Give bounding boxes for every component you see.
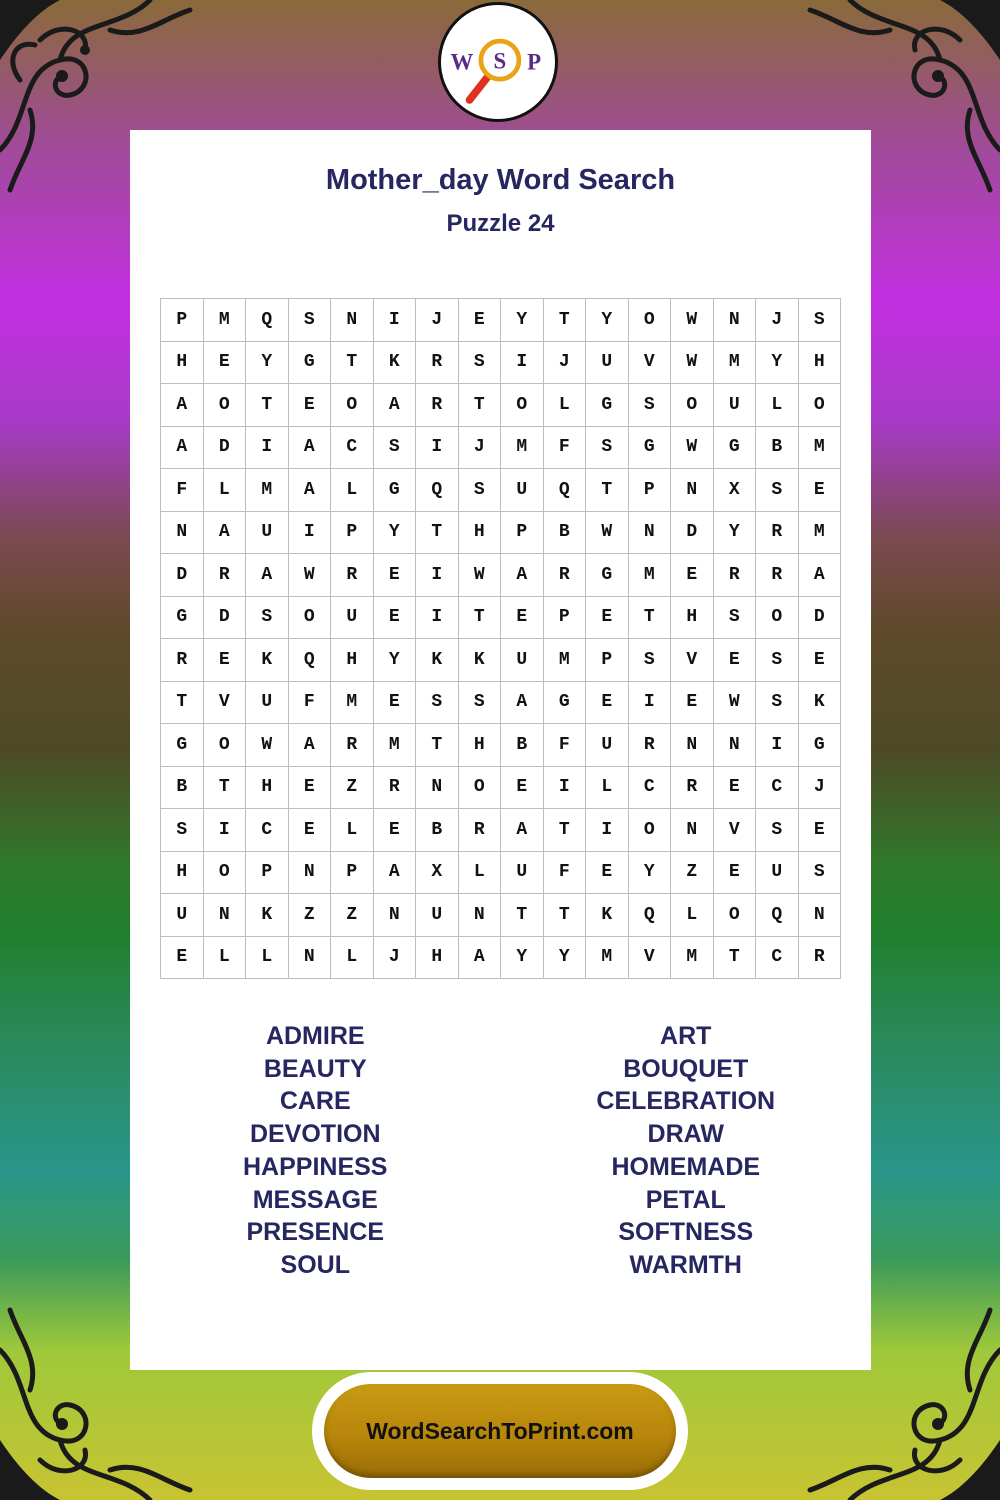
- grid-cell[interactable]: U: [246, 512, 289, 555]
- grid-cell[interactable]: G: [161, 597, 204, 640]
- grid-cell[interactable]: V: [629, 937, 672, 980]
- grid-cell[interactable]: M: [544, 639, 587, 682]
- grid-cell[interactable]: R: [331, 724, 374, 767]
- grid-cell[interactable]: R: [544, 554, 587, 597]
- grid-cell[interactable]: O: [714, 894, 757, 937]
- grid-cell[interactable]: H: [799, 342, 842, 385]
- grid-cell[interactable]: S: [756, 682, 799, 725]
- grid-cell[interactable]: U: [501, 469, 544, 512]
- grid-cell[interactable]: R: [459, 809, 502, 852]
- grid-cell[interactable]: I: [416, 597, 459, 640]
- grid-cell[interactable]: K: [246, 639, 289, 682]
- grid-cell[interactable]: R: [416, 342, 459, 385]
- logo-letter-s: S: [493, 48, 507, 74]
- grid-cell[interactable]: S: [756, 809, 799, 852]
- grid-cell[interactable]: S: [799, 852, 842, 895]
- grid-cell[interactable]: Y: [374, 512, 417, 555]
- grid-cell[interactable]: V: [629, 342, 672, 385]
- word-list-left: [130, 1020, 501, 1282]
- grid-cell[interactable]: U: [756, 852, 799, 895]
- word-list-item: BEAUTY: [263, 1054, 367, 1083]
- grid-cell[interactable]: J: [416, 299, 459, 342]
- grid-cell[interactable]: W: [714, 682, 757, 725]
- grid-cell[interactable]: T: [714, 937, 757, 980]
- grid-cell[interactable]: D: [161, 554, 204, 597]
- grid-cell[interactable]: G: [289, 342, 332, 385]
- grid-cell[interactable]: P: [331, 512, 374, 555]
- grid-cell[interactable]: Q: [246, 299, 289, 342]
- word-list-item: PRESENCE: [246, 1218, 385, 1247]
- grid-cell[interactable]: S: [161, 809, 204, 852]
- grid-cell[interactable]: S: [459, 342, 502, 385]
- grid-cell[interactable]: L: [544, 384, 587, 427]
- grid-cell[interactable]: P: [331, 852, 374, 895]
- grid-cell[interactable]: O: [629, 809, 672, 852]
- grid-cell[interactable]: P: [246, 852, 289, 895]
- grid-cell[interactable]: A: [246, 554, 289, 597]
- grid-cell[interactable]: Y: [374, 639, 417, 682]
- grid-cell[interactable]: H: [416, 937, 459, 980]
- grid-cell[interactable]: L: [459, 852, 502, 895]
- grid-cell[interactable]: B: [544, 512, 587, 555]
- grid-cell[interactable]: V: [671, 639, 714, 682]
- grid-cell[interactable]: E: [289, 767, 332, 810]
- site-banner: [312, 1372, 688, 1490]
- grid-cell[interactable]: S: [374, 427, 417, 470]
- grid-cell[interactable]: L: [586, 767, 629, 810]
- grid-cell[interactable]: O: [799, 384, 842, 427]
- grid-cell[interactable]: G: [586, 554, 629, 597]
- grid-cell[interactable]: F: [544, 724, 587, 767]
- grid-cell[interactable]: A: [501, 682, 544, 725]
- grid-cell[interactable]: A: [204, 512, 247, 555]
- grid-cell[interactable]: N: [629, 512, 672, 555]
- grid-cell[interactable]: P: [544, 597, 587, 640]
- grid-cell[interactable]: O: [289, 597, 332, 640]
- word-list-item: BOUQUET: [623, 1054, 749, 1083]
- grid-cell[interactable]: I: [501, 342, 544, 385]
- grid-cell[interactable]: E: [501, 597, 544, 640]
- grid-cell[interactable]: C: [331, 427, 374, 470]
- grid-cell[interactable]: Q: [289, 639, 332, 682]
- grid-cell[interactable]: U: [416, 894, 459, 937]
- grid-cell[interactable]: E: [289, 384, 332, 427]
- grid-cell[interactable]: P: [629, 469, 672, 512]
- grid-cell[interactable]: I: [756, 724, 799, 767]
- grid-cell[interactable]: J: [374, 937, 417, 980]
- grid-cell[interactable]: E: [799, 469, 842, 512]
- grid-cell[interactable]: T: [629, 597, 672, 640]
- grid-cell[interactable]: N: [289, 852, 332, 895]
- grid-cell[interactable]: W: [289, 554, 332, 597]
- grid-cell[interactable]: S: [416, 682, 459, 725]
- grid-cell[interactable]: R: [331, 554, 374, 597]
- grid-cell[interactable]: B: [756, 427, 799, 470]
- word-list-right: [501, 1020, 872, 1282]
- grid-cell[interactable]: I: [629, 682, 672, 725]
- grid-cell[interactable]: I: [586, 809, 629, 852]
- grid-cell[interactable]: R: [416, 384, 459, 427]
- grid-cell[interactable]: W: [459, 554, 502, 597]
- logo-letter-w: W: [450, 49, 474, 75]
- grid-cell[interactable]: M: [586, 937, 629, 980]
- grid-cell[interactable]: O: [204, 384, 247, 427]
- grid-cell[interactable]: I: [416, 427, 459, 470]
- grid-cell[interactable]: Y: [544, 937, 587, 980]
- word-list-item: ART: [660, 1022, 712, 1050]
- grid-cell[interactable]: J: [459, 427, 502, 470]
- grid-cell[interactable]: A: [501, 809, 544, 852]
- grid-cell[interactable]: S: [459, 682, 502, 725]
- grid-cell[interactable]: C: [756, 937, 799, 980]
- grid-cell[interactable]: Q: [416, 469, 459, 512]
- grid-cell[interactable]: H: [161, 852, 204, 895]
- grid-cell[interactable]: E: [671, 682, 714, 725]
- grid-cell[interactable]: S: [756, 639, 799, 682]
- grid-cell[interactable]: E: [204, 342, 247, 385]
- grid-cell[interactable]: S: [629, 639, 672, 682]
- grid-cell[interactable]: R: [756, 512, 799, 555]
- grid-cell[interactable]: E: [501, 767, 544, 810]
- grid-cell[interactable]: T: [544, 299, 587, 342]
- grid-cell[interactable]: L: [331, 809, 374, 852]
- grid-cell[interactable]: Y: [756, 342, 799, 385]
- grid-cell[interactable]: U: [161, 894, 204, 937]
- grid-cell[interactable]: T: [246, 384, 289, 427]
- grid-cell[interactable]: Y: [501, 299, 544, 342]
- grid-cell[interactable]: F: [161, 469, 204, 512]
- grid-cell[interactable]: N: [416, 767, 459, 810]
- grid-cell[interactable]: X: [714, 469, 757, 512]
- grid-cell[interactable]: L: [331, 937, 374, 980]
- grid-cell[interactable]: E: [714, 767, 757, 810]
- grid-cell[interactable]: Y: [629, 852, 672, 895]
- grid-cell[interactable]: J: [544, 342, 587, 385]
- grid-cell[interactable]: S: [714, 597, 757, 640]
- grid-cell[interactable]: B: [416, 809, 459, 852]
- grid-cell[interactable]: E: [714, 639, 757, 682]
- grid-cell[interactable]: S: [289, 299, 332, 342]
- grid-cell[interactable]: A: [161, 384, 204, 427]
- grid-cell[interactable]: O: [629, 299, 672, 342]
- grid-cell[interactable]: K: [374, 342, 417, 385]
- grid-cell[interactable]: G: [161, 724, 204, 767]
- word-list-item: ADMIRE: [265, 1022, 365, 1050]
- grid-cell[interactable]: M: [799, 427, 842, 470]
- grid-cell[interactable]: A: [501, 554, 544, 597]
- grid-cell[interactable]: O: [459, 767, 502, 810]
- grid-cell[interactable]: I: [246, 427, 289, 470]
- grid-cell[interactable]: N: [671, 469, 714, 512]
- grid-cell[interactable]: T: [544, 894, 587, 937]
- grid-cell[interactable]: O: [331, 384, 374, 427]
- grid-cell[interactable]: I: [374, 299, 417, 342]
- grid-cell[interactable]: W: [671, 299, 714, 342]
- grid-cell[interactable]: W: [586, 512, 629, 555]
- grid-cell[interactable]: E: [374, 554, 417, 597]
- grid-cell[interactable]: A: [289, 427, 332, 470]
- grid-cell[interactable]: A: [459, 937, 502, 980]
- grid-cell[interactable]: R: [204, 554, 247, 597]
- grid-cell[interactable]: U: [331, 597, 374, 640]
- grid-cell[interactable]: T: [459, 384, 502, 427]
- grid-cell[interactable]: T: [416, 512, 459, 555]
- grid-cell[interactable]: O: [204, 724, 247, 767]
- grid-cell[interactable]: U: [586, 724, 629, 767]
- word-list-item: DRAW: [647, 1120, 724, 1149]
- grid-cell[interactable]: Z: [671, 852, 714, 895]
- grid-cell[interactable]: E: [374, 597, 417, 640]
- grid-cell[interactable]: K: [416, 639, 459, 682]
- grid-cell[interactable]: S: [629, 384, 672, 427]
- grid-cell[interactable]: O: [756, 597, 799, 640]
- grid-cell[interactable]: W: [671, 427, 714, 470]
- grid-cell[interactable]: G: [629, 427, 672, 470]
- grid-cell[interactable]: D: [204, 427, 247, 470]
- grid-cell[interactable]: E: [459, 299, 502, 342]
- grid-cell[interactable]: E: [586, 597, 629, 640]
- grid-cell[interactable]: W: [671, 342, 714, 385]
- grid-cell[interactable]: S: [586, 427, 629, 470]
- grid-cell[interactable]: A: [374, 384, 417, 427]
- word-list-item: DEVOTION: [249, 1120, 381, 1149]
- grid-cell[interactable]: T: [459, 597, 502, 640]
- word-list-item: WARMTH: [629, 1250, 742, 1279]
- grid-cell[interactable]: E: [671, 554, 714, 597]
- grid-cell[interactable]: K: [246, 894, 289, 937]
- grid-cell[interactable]: E: [799, 809, 842, 852]
- grid-cell[interactable]: N: [671, 809, 714, 852]
- site-link-button[interactable]: [324, 1384, 676, 1478]
- grid-cell[interactable]: N: [204, 894, 247, 937]
- grid-cell[interactable]: R: [714, 554, 757, 597]
- grid-cell[interactable]: T: [416, 724, 459, 767]
- grid-cell[interactable]: L: [246, 937, 289, 980]
- site-link-text: WordSearchToPrint.com: [366, 1417, 634, 1444]
- grid-cell[interactable]: D: [204, 597, 247, 640]
- puzzle-number: Puzzle 24: [446, 210, 555, 237]
- grid-cell[interactable]: J: [799, 767, 842, 810]
- grid-cell[interactable]: P: [501, 512, 544, 555]
- grid-cell[interactable]: H: [459, 724, 502, 767]
- word-list-item: CARE: [279, 1087, 351, 1116]
- grid-cell[interactable]: K: [586, 894, 629, 937]
- grid-cell[interactable]: F: [544, 852, 587, 895]
- grid-cell[interactable]: A: [289, 724, 332, 767]
- grid-cell[interactable]: L: [331, 469, 374, 512]
- grid-cell[interactable]: I: [204, 809, 247, 852]
- grid-cell[interactable]: S: [756, 469, 799, 512]
- grid-cell[interactable]: G: [374, 469, 417, 512]
- grid-cell[interactable]: C: [629, 767, 672, 810]
- grid-cell[interactable]: E: [714, 852, 757, 895]
- word-list-item: SOUL: [280, 1250, 350, 1279]
- grid-cell[interactable]: S: [799, 299, 842, 342]
- grid-cell[interactable]: L: [204, 937, 247, 980]
- grid-cell[interactable]: U: [246, 682, 289, 725]
- grid-cell[interactable]: A: [289, 469, 332, 512]
- grid-cell[interactable]: T: [544, 809, 587, 852]
- grid-cell[interactable]: Y: [501, 937, 544, 980]
- grid-cell[interactable]: H: [459, 512, 502, 555]
- grid-cell[interactable]: S: [459, 469, 502, 512]
- grid-cell[interactable]: E: [586, 852, 629, 895]
- grid-cell[interactable]: R: [161, 639, 204, 682]
- grid-cell[interactable]: C: [246, 809, 289, 852]
- grid-cell[interactable]: I: [544, 767, 587, 810]
- grid-cell[interactable]: H: [161, 342, 204, 385]
- grid-cell[interactable]: V: [714, 809, 757, 852]
- grid-cell[interactable]: A: [799, 554, 842, 597]
- grid-cell[interactable]: M: [374, 724, 417, 767]
- grid-cell[interactable]: T: [331, 342, 374, 385]
- grid-cell[interactable]: L: [671, 894, 714, 937]
- grid-cell[interactable]: O: [501, 384, 544, 427]
- wsp-logo[interactable]: [438, 2, 558, 122]
- grid-cell[interactable]: G: [544, 682, 587, 725]
- grid-cell[interactable]: T: [161, 682, 204, 725]
- grid-cell[interactable]: T: [586, 469, 629, 512]
- grid-cell[interactable]: E: [374, 809, 417, 852]
- word-list-item: SOFTNESS: [618, 1218, 754, 1247]
- grid-cell[interactable]: M: [671, 937, 714, 980]
- word-list-item: HOMEMADE: [611, 1152, 761, 1181]
- grid-cell[interactable]: I: [289, 512, 332, 555]
- grid-cell[interactable]: K: [799, 682, 842, 725]
- grid-cell[interactable]: A: [374, 852, 417, 895]
- grid-cell[interactable]: B: [501, 724, 544, 767]
- grid-cell[interactable]: E: [289, 809, 332, 852]
- grid-cell[interactable]: N: [714, 724, 757, 767]
- grid-cell[interactable]: Z: [331, 894, 374, 937]
- grid-cell[interactable]: F: [544, 427, 587, 470]
- grid-cell[interactable]: D: [799, 597, 842, 640]
- grid-cell[interactable]: N: [161, 512, 204, 555]
- grid-cell[interactable]: H: [331, 639, 374, 682]
- grid-cell[interactable]: N: [374, 894, 417, 937]
- grid-cell[interactable]: B: [161, 767, 204, 810]
- grid-cell[interactable]: J: [756, 299, 799, 342]
- grid-cell[interactable]: M: [714, 342, 757, 385]
- grid-cell[interactable]: M: [629, 554, 672, 597]
- puzzle-sheet: [130, 130, 871, 1370]
- grid-cell[interactable]: U: [501, 639, 544, 682]
- grid-cell[interactable]: C: [756, 767, 799, 810]
- grid-cell[interactable]: U: [586, 342, 629, 385]
- grid-cell[interactable]: N: [331, 299, 374, 342]
- grid-cell[interactable]: R: [756, 554, 799, 597]
- grid-cell[interactable]: D: [671, 512, 714, 555]
- grid-cell[interactable]: O: [204, 852, 247, 895]
- grid-cell[interactable]: G: [586, 384, 629, 427]
- grid-cell[interactable]: F: [289, 682, 332, 725]
- word-list-item: PETAL: [645, 1185, 726, 1214]
- grid-cell[interactable]: R: [799, 937, 842, 980]
- grid-cell[interactable]: N: [799, 894, 842, 937]
- grid-cell[interactable]: A: [161, 427, 204, 470]
- grid-cell[interactable]: S: [246, 597, 289, 640]
- grid-cell[interactable]: X: [416, 852, 459, 895]
- grid-cell[interactable]: N: [671, 724, 714, 767]
- grid-cell[interactable]: P: [161, 299, 204, 342]
- grid-cell[interactable]: G: [714, 427, 757, 470]
- grid-cell[interactable]: L: [756, 384, 799, 427]
- grid-cell[interactable]: E: [204, 639, 247, 682]
- grid-cell[interactable]: E: [374, 682, 417, 725]
- grid-cell[interactable]: M: [501, 427, 544, 470]
- grid-cell[interactable]: Y: [586, 299, 629, 342]
- grid-cell[interactable]: Q: [544, 469, 587, 512]
- grid-cell[interactable]: Z: [331, 767, 374, 810]
- grid-cell[interactable]: M: [246, 469, 289, 512]
- grid-cell[interactable]: E: [799, 639, 842, 682]
- grid-cell[interactable]: R: [671, 767, 714, 810]
- grid-cell[interactable]: U: [714, 384, 757, 427]
- grid-cell[interactable]: Q: [756, 894, 799, 937]
- grid-cell[interactable]: I: [416, 554, 459, 597]
- grid-cell[interactable]: Y: [246, 342, 289, 385]
- grid-cell[interactable]: O: [671, 384, 714, 427]
- grid-cell[interactable]: Q: [629, 894, 672, 937]
- page-title: Mother_day Word Search: [325, 164, 676, 196]
- word-list-item: HAPPINESS: [243, 1152, 388, 1181]
- grid-cell[interactable]: W: [246, 724, 289, 767]
- grid-cell[interactable]: P: [586, 639, 629, 682]
- grid-cell[interactable]: R: [629, 724, 672, 767]
- grid-cell[interactable]: N: [714, 299, 757, 342]
- grid-cell[interactable]: L: [204, 469, 247, 512]
- word-list-item: MESSAGE: [252, 1185, 378, 1214]
- grid-cell[interactable]: V: [204, 682, 247, 725]
- grid-cell[interactable]: H: [671, 597, 714, 640]
- grid-cell[interactable]: M: [204, 299, 247, 342]
- grid-cell[interactable]: Y: [714, 512, 757, 555]
- grid-cell[interactable]: M: [799, 512, 842, 555]
- grid-cell[interactable]: E: [161, 937, 204, 980]
- grid-cell[interactable]: Z: [289, 894, 332, 937]
- grid-cell[interactable]: E: [586, 682, 629, 725]
- word-list-item: CELEBRATION: [596, 1087, 776, 1116]
- grid-cell[interactable]: M: [331, 682, 374, 725]
- grid-cell[interactable]: T: [204, 767, 247, 810]
- word-list: [130, 1020, 871, 1282]
- grid-cell[interactable]: N: [289, 937, 332, 980]
- grid-cell[interactable]: G: [799, 724, 842, 767]
- letter-grid: [160, 298, 841, 979]
- logo-letter-p: P: [527, 49, 542, 75]
- grid-cell[interactable]: K: [459, 639, 502, 682]
- grid-cell[interactable]: U: [501, 852, 544, 895]
- grid-cell[interactable]: T: [501, 894, 544, 937]
- grid-cell[interactable]: N: [459, 894, 502, 937]
- grid-cell[interactable]: H: [246, 767, 289, 810]
- grid-cell[interactable]: R: [374, 767, 417, 810]
